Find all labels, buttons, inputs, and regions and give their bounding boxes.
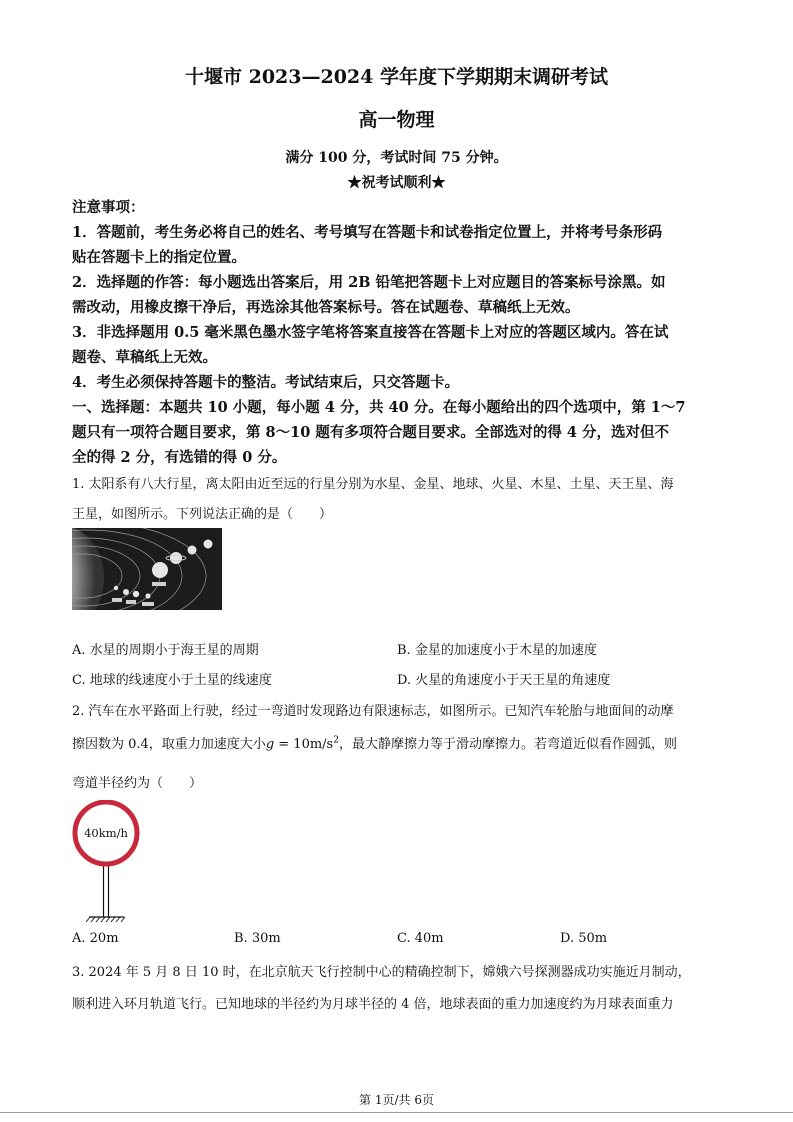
page-number: 第 1页/共 6页: [359, 1093, 434, 1107]
exam-wish: ★祝考试顺利★: [347, 175, 446, 191]
q2-option-c: C. 40m: [397, 931, 444, 946]
footer-divider: [0, 1112, 793, 1113]
q2-option-b: B. 30m: [234, 931, 281, 946]
exam-info: 满分 100 分，考试时间 75 分钟。: [285, 150, 508, 166]
formula-g: g: [265, 737, 275, 752]
q1-option-b: B. 金星的加速度小于木星的加速度: [397, 643, 597, 658]
q1-option-a: A. 水星的周期小于海王星的周期: [72, 643, 259, 658]
section-line: 题只有一项符合题目要求，第 8～10 题有多项符合题目要求。全部选对的得 4 分，选对但不: [72, 424, 670, 441]
exam-title: 十堰市 2023—2024 学年度下学期期末调研考试: [185, 66, 608, 88]
notes-line: 题卷、草稿纸上无效。: [72, 349, 217, 366]
question-3-line: 顺利进入环月轨道飞行。已知地球的半径约为月球半径的 4 倍，地球表面的重力加速度约为月球表面重力: [72, 997, 674, 1012]
question-1-line: 王星，如图所示。下列说法正确的是（ ）: [72, 507, 333, 522]
exam-subject: 高一物理: [358, 109, 435, 131]
q1-option-d: D. 火星的角速度小于天王星的角速度: [397, 673, 611, 688]
solar-system-figure: [72, 528, 222, 610]
q2-option-d: D. 50m: [560, 931, 608, 946]
question-2-line: 2. 汽车在水平路面上行驶，经过一弯道时发现路边有限速标志，如图所示。已知汽车轮胎与地面间的动摩: [72, 704, 674, 719]
section-line: 一、选择题：本题共 10 小题，每小题 4 分，共 40 分。在每小题给出的四个选项中，第 1～7: [72, 399, 686, 416]
question-3-line: 3. 2024 年 5 月 8 日 10 时，在北京航天飞行控制中心的精确控制下，嫦娥六号探测器成功实施近月制动，: [72, 965, 691, 980]
q2-option-a: A. 20m: [72, 931, 119, 946]
notes-line: 4．考生必须保持答题卡的整洁。考试结束后，只交答题卡。: [72, 374, 460, 391]
question-1-line: 1. 太阳系有八大行星，离太阳由近至远的行星分别为水星、金星、地球、火星、木星、土星、天王星、海: [72, 477, 674, 492]
notes-line: 1．答题前，考生务必将自己的姓名、考号填写在答题卡和试卷指定位置上，并将考号条形码: [72, 224, 663, 241]
question-2-line: [72, 733, 722, 752]
q2-text-pre: 擦因数为 0.4，取重力加速度大小: [72, 737, 266, 752]
formula-eq: = 10m/s: [274, 737, 334, 752]
notes-heading: 注意事项：: [72, 199, 145, 216]
notes-line: 2．选择题的作答：每小题选出答案后，用 2B 铅笔把答题卡上对应题目的答案标号涂黑。如: [72, 274, 666, 291]
q1-option-c: C. 地球的线速度小于土星的线速度: [72, 673, 272, 688]
formula-exp: 2: [333, 735, 339, 746]
notes-line: 贴在答题卡上的指定位置。: [72, 249, 246, 266]
q2-text-post: ，最大静摩擦力等于滑动摩擦力。若弯道近似看作圆弧，则: [338, 737, 677, 752]
speed-limit-sign-figure: [72, 800, 142, 925]
notes-line: 需改动，用橡皮擦干净后，再选涂其他答案标号。答在试题卷、草稿纸上无效。: [72, 299, 580, 316]
speed-limit-text: 40km/h: [84, 826, 128, 840]
question-2-line: 弯道半径约为（ ）: [72, 776, 203, 791]
notes-line: 3．非选择题用 0.5 毫米黑色墨水签字笔将答案直接答在答题卡上对应的答题区域内。答在试: [72, 324, 669, 341]
section-line: 全的得 2 分，有选错的得 0 分。: [72, 449, 287, 466]
